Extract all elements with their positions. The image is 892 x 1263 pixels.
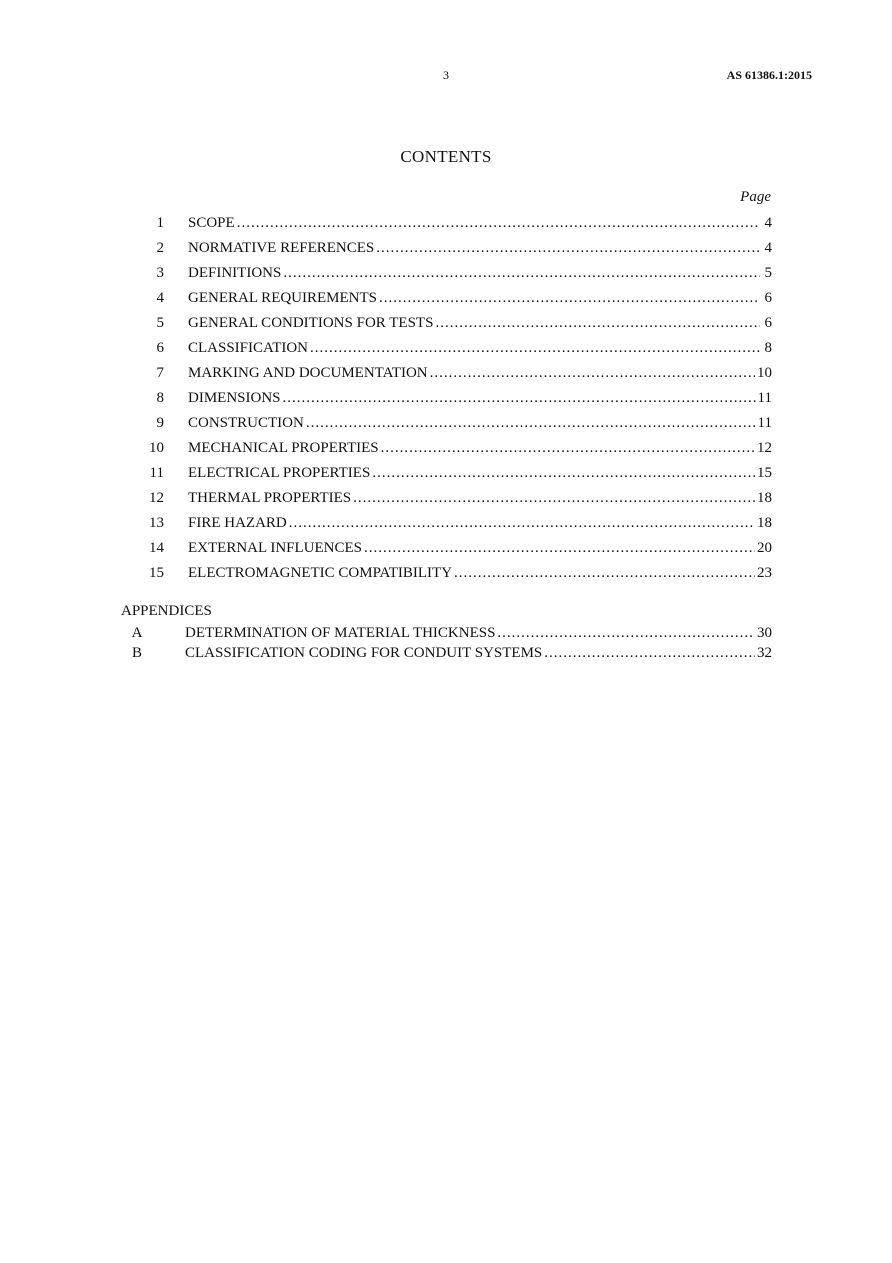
dot-leader <box>237 213 760 233</box>
toc-number: 7 <box>156 365 164 381</box>
toc-number: 4 <box>156 290 164 306</box>
dot-leader <box>289 513 755 533</box>
toc-label: ELECTRICAL PROPERTIES <box>188 465 371 481</box>
toc-page: 18 <box>757 490 772 506</box>
toc-number: 12 <box>149 490 164 506</box>
toc-row-7[interactable] <box>120 363 772 388</box>
toc-number: 1 <box>156 215 164 231</box>
toc-page: 4 <box>764 240 772 256</box>
toc-number: 15 <box>149 565 164 581</box>
toc-label: THERMAL PROPERTIES <box>188 490 352 506</box>
toc-number: 11 <box>149 465 164 481</box>
table-of-contents <box>120 213 772 588</box>
toc-row-3[interactable] <box>120 263 772 288</box>
toc-page: 15 <box>757 465 772 481</box>
page-column-heading: Page <box>740 189 771 205</box>
toc-label: SCOPE <box>188 215 235 231</box>
toc-page: 10 <box>757 365 772 381</box>
toc-number: 2 <box>156 240 164 256</box>
dot-leader <box>381 438 755 458</box>
toc-number: 8 <box>156 390 164 406</box>
dot-leader <box>283 388 756 408</box>
toc-page: 6 <box>764 315 772 331</box>
toc-row-5[interactable] <box>120 313 772 338</box>
toc-page: 4 <box>764 215 772 231</box>
toc-label: GENERAL REQUIREMENTS <box>188 290 378 306</box>
toc-label: EXTERNAL INFLUENCES <box>188 540 363 556</box>
toc-row-12[interactable] <box>120 488 772 513</box>
dot-leader <box>372 463 755 483</box>
toc-row-13[interactable] <box>120 513 772 538</box>
toc-label: FIRE HAZARD <box>188 515 287 531</box>
toc-page: 23 <box>757 565 772 581</box>
appendices-list <box>120 623 772 663</box>
toc-row-10[interactable] <box>120 438 772 463</box>
toc-row-6[interactable] <box>120 338 772 363</box>
toc-label: MARKING AND DOCUMENTATION <box>188 365 428 381</box>
toc-row-9[interactable] <box>120 413 772 438</box>
toc-number: 6 <box>156 340 164 356</box>
dot-leader <box>376 238 760 258</box>
toc-page: 12 <box>757 440 772 456</box>
dot-leader <box>435 313 760 333</box>
dot-leader <box>454 563 755 583</box>
dot-leader <box>306 413 756 433</box>
appendix-label: DETERMINATION OF MATERIAL THICKNESS <box>185 625 496 641</box>
appendix-letter: A <box>131 625 143 641</box>
toc-row-14[interactable] <box>120 538 772 563</box>
appendix-row-a[interactable] <box>120 623 772 643</box>
toc-page: 20 <box>757 540 772 556</box>
dot-leader <box>353 488 755 508</box>
dot-leader <box>497 623 755 643</box>
toc-number: 9 <box>156 415 164 431</box>
page-title: CONTENTS <box>400 147 492 166</box>
toc-label: MECHANICAL PROPERTIES <box>188 440 379 456</box>
toc-number: 10 <box>149 440 164 456</box>
appendix-page: 32 <box>757 645 772 661</box>
toc-number: 14 <box>149 540 164 556</box>
toc-row-15[interactable] <box>120 563 772 588</box>
toc-page: 11 <box>757 390 772 406</box>
toc-page: 6 <box>764 290 772 306</box>
dot-leader <box>379 288 760 308</box>
toc-row-1[interactable] <box>120 213 772 238</box>
toc-page: 8 <box>764 340 772 356</box>
dot-leader <box>544 643 755 663</box>
dot-leader <box>364 538 755 558</box>
appendix-row-b[interactable] <box>120 643 772 663</box>
toc-row-8[interactable] <box>120 388 772 413</box>
page-number: 3 <box>443 68 449 82</box>
toc-number: 13 <box>149 515 164 531</box>
toc-row-11[interactable] <box>120 463 772 488</box>
appendices-heading: APPENDICES <box>121 603 212 619</box>
toc-label: CONSTRUCTION <box>188 415 304 431</box>
toc-page: 11 <box>757 415 772 431</box>
toc-label: NORMATIVE REFERENCES <box>188 240 375 256</box>
toc-number: 3 <box>156 265 164 281</box>
toc-label: DEFINITIONS <box>188 265 282 281</box>
toc-page: 5 <box>764 265 772 281</box>
dot-leader <box>310 338 760 358</box>
appendix-page: 30 <box>757 625 772 641</box>
toc-row-4[interactable] <box>120 288 772 313</box>
toc-label: DIMENSIONS <box>188 390 281 406</box>
dot-leader <box>430 363 755 383</box>
toc-page: 18 <box>757 515 772 531</box>
document-id: AS 61386.1:2015 <box>726 68 812 82</box>
toc-number: 5 <box>156 315 164 331</box>
toc-label: CLASSIFICATION <box>188 340 309 356</box>
appendix-letter: B <box>131 645 142 661</box>
toc-row-2[interactable] <box>120 238 772 263</box>
dot-leader <box>283 263 760 283</box>
appendix-label: CLASSIFICATION CODING FOR CONDUIT SYSTEMS <box>185 645 543 661</box>
toc-label: ELECTROMAGNETIC COMPATIBILITY <box>188 565 453 581</box>
toc-label: GENERAL CONDITIONS FOR TESTS <box>188 315 434 331</box>
